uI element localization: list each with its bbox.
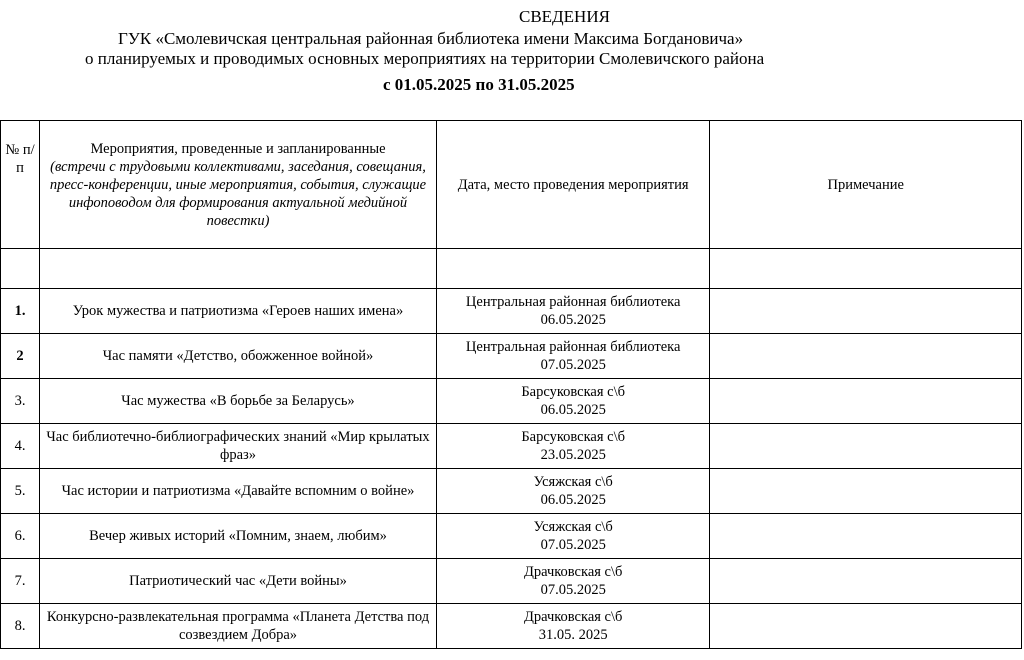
event-date-place	[436, 379, 710, 424]
event-remark	[710, 514, 1022, 559]
event-date: 07.05.2025	[540, 357, 606, 373]
row-number: 2	[1, 334, 40, 379]
event-remark	[710, 469, 1022, 514]
organization-name: ГУК «Смолевичская центральная районная библиотека имени Максима Богдановича»	[118, 29, 744, 48]
row-number: 7.	[1, 559, 40, 604]
table-header-row	[1, 121, 1022, 249]
event-name: Вечер живых историй «Помним, знаем, любим»	[40, 514, 437, 559]
event-date-place	[436, 469, 710, 514]
table-row	[1, 379, 1022, 424]
event-remark	[710, 604, 1022, 649]
blank-cell	[40, 249, 437, 289]
row-number: 3.	[1, 379, 40, 424]
event-name: Патриотический час «Дети войны»	[40, 559, 437, 604]
event-place: Драчковская с\б	[523, 609, 623, 625]
event-place: Центральная районная библиотека	[465, 294, 681, 310]
table-row	[1, 289, 1022, 334]
event-place: Барсуковская с\б	[521, 384, 626, 400]
event-place: Усяжская с\б	[533, 519, 613, 535]
row-number: 6.	[1, 514, 40, 559]
event-remark	[710, 379, 1022, 424]
event-place: Центральная районная библиотека	[465, 339, 681, 355]
events-table	[0, 120, 1022, 649]
event-remark	[710, 289, 1022, 334]
event-date-place	[436, 424, 710, 469]
event-name: Конкурсно-развлекательная программа «Планета Детства под созвездием Добра»	[40, 604, 437, 649]
row-number: 1.	[1, 289, 40, 334]
document-subject: о планируемых и проводимых основных мероприятиях на территории Смолевичского района	[85, 49, 765, 68]
event-name: Час библиотечно-библиографических знаний «Мир крылатых фраз»	[40, 424, 437, 469]
column-header-event-note: (встречи с трудовыми коллективами, заседания, совещания, пресс-конференции, иные мероприятия, события, служащие инфоповодом для формирования актуальной медийной повестки)	[49, 158, 427, 229]
event-date-place	[436, 604, 710, 649]
event-name: Час истории и патриотизма «Давайте вспомним о войне»	[40, 469, 437, 514]
event-date-place	[436, 559, 710, 604]
event-date: 23.05.2025	[540, 447, 606, 463]
event-date: 07.05.2025	[540, 537, 606, 553]
reporting-period: с 01.05.2025 по 31.05.2025	[383, 75, 575, 94]
table-row	[1, 334, 1022, 379]
event-remark	[710, 424, 1022, 469]
event-date: 07.05.2025	[540, 582, 606, 598]
event-name: Урок мужества и патриотизма «Героев наших имена»	[40, 289, 437, 334]
event-date-place	[436, 334, 710, 379]
table-row	[1, 604, 1022, 649]
event-date: 31.05. 2025	[538, 627, 608, 643]
column-header-number: № п/п	[1, 121, 40, 249]
event-date-place	[436, 514, 710, 559]
column-header-event	[40, 121, 437, 249]
column-header-remark: Примечание	[710, 121, 1022, 249]
event-date-place	[436, 289, 710, 334]
row-number: 5.	[1, 469, 40, 514]
table-row	[1, 514, 1022, 559]
event-date: 06.05.2025	[540, 402, 606, 418]
event-place: Драчковская с\б	[523, 564, 623, 580]
event-place: Барсуковская с\б	[521, 429, 626, 445]
event-remark	[710, 559, 1022, 604]
row-number: 4.	[1, 424, 40, 469]
table-row	[1, 469, 1022, 514]
blank-cell	[1, 249, 40, 289]
blank-cell	[710, 249, 1022, 289]
event-name: Час мужества «В борьбе за Беларусь»	[40, 379, 437, 424]
event-date: 06.05.2025	[540, 312, 606, 328]
blank-cell	[436, 249, 710, 289]
event-place: Усяжская с\б	[533, 474, 613, 490]
event-name: Час памяти «Детство, обожженное войной»	[40, 334, 437, 379]
table-row	[1, 424, 1022, 469]
event-date: 06.05.2025	[540, 492, 606, 508]
row-number: 8.	[1, 604, 40, 649]
table-row	[1, 559, 1022, 604]
document-title: СВЕДЕНИЯ	[519, 7, 610, 26]
column-header-date-place: Дата, место проведения мероприятия	[436, 121, 710, 249]
event-remark	[710, 334, 1022, 379]
column-header-event-title: Мероприятия, проведенные и запланированные	[90, 140, 386, 157]
table-blank-row	[1, 249, 1022, 289]
